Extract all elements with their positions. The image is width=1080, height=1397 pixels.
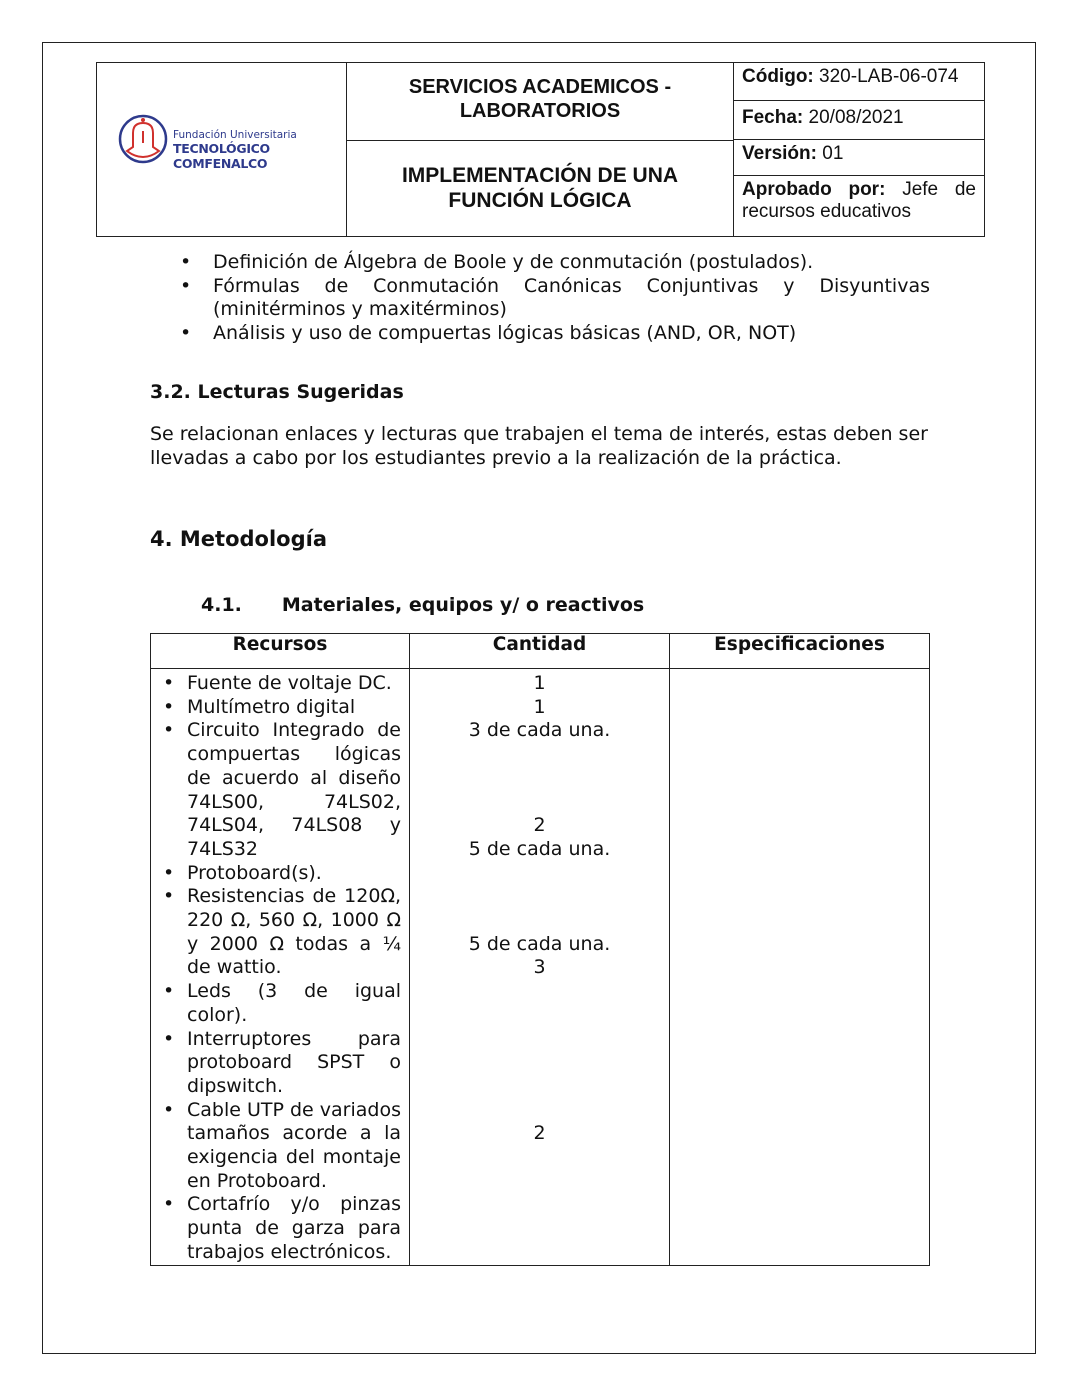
resource-item: • Fuente de voltaje DC.	[151, 672, 409, 696]
quantity-line	[410, 885, 669, 909]
quantity-line	[410, 1098, 669, 1122]
list-item: • Análisis y uso de compuertas lógicas básicas (AND, OR, NOT)	[150, 322, 930, 346]
resource-item: • Circuito Integrado de compuertas lógicas de acuerdo al diseño 74LS00, 74LS02, 74LS04, 74LS08 y 74LS32	[151, 719, 409, 861]
quantity-line	[410, 790, 669, 814]
resource-item: • Cortafrío y/o pinzas punta de garza para trabajos electrónicos.	[151, 1193, 409, 1264]
quantity-line: 2	[533, 814, 546, 837]
codigo-label: Código:	[742, 66, 814, 87]
title-line2: FUNCIÓN LÓGICA	[448, 189, 632, 212]
quantity-line: 1	[533, 672, 546, 694]
dept-line1: SERVICIOS ACADEMICOS -	[408, 76, 672, 98]
especificaciones-cell	[670, 669, 930, 1266]
dept-line2: LABORATORIOS	[459, 100, 621, 122]
cantidad-cell	[410, 669, 670, 1266]
section-4-1-heading	[201, 594, 981, 616]
quantity-line	[410, 980, 669, 1004]
list-item: • Definición de Álgebra de Boole y de conmutación (postulados).	[150, 251, 930, 275]
quantity-line	[410, 1004, 669, 1028]
recursos-cell	[151, 669, 410, 1266]
quantity-line	[410, 743, 669, 767]
quantity-line	[410, 909, 669, 933]
institution-line1: Fundación Universitaria	[173, 129, 297, 141]
section-3-2-text: Se relacionan enlaces y lecturas que trabajen el tema de interés, estas deben ser llevadas a cabo por los estudiantes previo a la realización de la práctica.	[150, 423, 928, 469]
section-number: 4.1.	[201, 594, 242, 616]
logo	[97, 63, 347, 236]
quantity-line	[410, 767, 669, 791]
quantity-line: 5 de cada una.	[468, 932, 611, 955]
fecha-label: Fecha:	[742, 107, 804, 128]
resource-item: • Multímetro digital	[151, 696, 409, 720]
fecha-value: 20/08/2021	[808, 107, 904, 128]
section-title: Materiales, equipos y/ o reactivos	[281, 594, 645, 616]
quantity-line	[410, 862, 669, 886]
topics-list	[150, 251, 930, 345]
quantity-line: 3 de cada una.	[468, 719, 611, 742]
document-title	[347, 141, 734, 236]
quantity-line	[410, 1027, 669, 1051]
resource-item: • Interruptores para protoboard SPST o dipswitch.	[151, 1028, 409, 1099]
resource-item: • Leds (3 de igual color).	[151, 980, 409, 1027]
version-cell	[734, 140, 984, 176]
aprobado-cell	[734, 176, 984, 236]
quantity-line: 2	[533, 1122, 546, 1145]
codigo-value: 320-LAB-06-074	[819, 66, 959, 87]
section-4-heading: 4. Metodología	[150, 527, 327, 551]
quantity-line	[410, 1051, 669, 1075]
resource-item: • Protoboard(s).	[151, 862, 409, 886]
header-especificaciones: Especificaciones	[670, 634, 930, 669]
quantity-line: 1	[533, 695, 546, 718]
aprobado-value: Jefe de recursos educativos	[742, 179, 976, 222]
list-item: • Fórmulas de Conmutación Canónicas Conjuntivas y Disyuntivas (minitérminos y maxitérminos)	[150, 275, 930, 322]
document-header	[96, 62, 985, 237]
title-line1: IMPLEMENTACIÓN DE UNA	[401, 164, 679, 187]
department-cell	[347, 63, 734, 141]
version-value: 01	[822, 143, 844, 164]
section-3-2-heading: 3.2. Lecturas Sugeridas	[150, 381, 404, 403]
quantity-line: 3	[533, 956, 546, 979]
institution-line2: TECNOLÓGICO COMFENALCO	[173, 141, 270, 171]
codigo-cell	[734, 63, 984, 101]
quantity-line: 5 de cada una.	[468, 837, 611, 860]
header-recursos: Recursos	[151, 634, 410, 669]
quantity-line	[410, 1075, 669, 1099]
logo-emblem-icon	[117, 113, 169, 165]
materials-table	[150, 633, 930, 1266]
resource-item: • Cable UTP de variados tamaños acorde a la exigencia del montaje en Protoboard.	[151, 1099, 409, 1194]
resource-item: • Resistencias de 120Ω, 220 Ω, 560 Ω, 1000 Ω y 2000 Ω todas a ¼ de wattio.	[151, 885, 409, 980]
fecha-cell	[734, 101, 984, 140]
header-cantidad: Cantidad	[410, 634, 670, 669]
version-label: Versión:	[742, 143, 817, 164]
aprobado-label: Aprobado por:	[742, 179, 886, 200]
